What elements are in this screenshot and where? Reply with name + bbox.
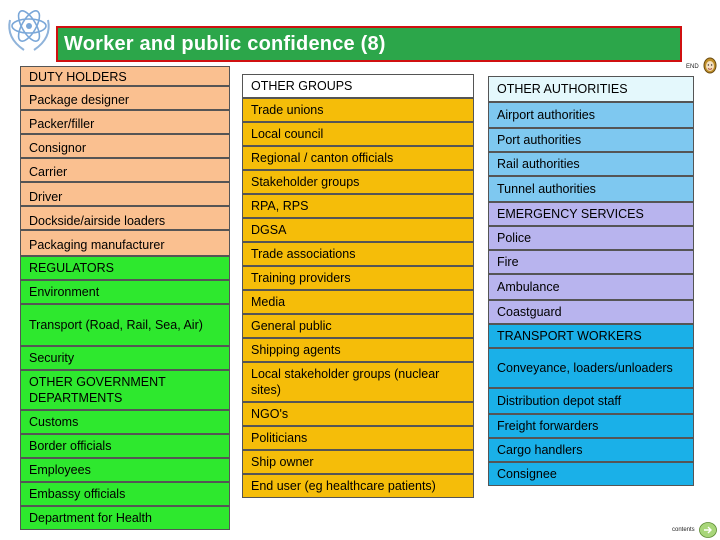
list-item (242, 450, 474, 474)
atom-wreath-logo-icon (2, 0, 56, 58)
list-item (242, 266, 474, 290)
list-item (488, 128, 694, 152)
list-item (20, 280, 230, 304)
contents-label[interactable]: contents (672, 527, 695, 533)
list-item-label: Packaging manufacturer (29, 238, 165, 252)
list-item-label: Border officials (29, 439, 112, 453)
list-item-label: EMERGENCY SERVICES (497, 207, 644, 221)
list-item-label: Local council (251, 127, 324, 141)
list-item (20, 410, 230, 434)
list-item (242, 98, 474, 122)
list-item-label: Airport authorities (497, 108, 595, 122)
list-item (242, 218, 474, 242)
list-item (20, 66, 230, 86)
list-item (488, 202, 694, 226)
list-item-label: Dockside/airside loaders (29, 214, 166, 228)
list-item (488, 414, 694, 438)
list-item (488, 102, 694, 128)
list-item (20, 182, 230, 206)
list-item-label: RPA, RPS (251, 199, 309, 213)
list-item-label: Politicians (251, 431, 308, 445)
list-item (488, 226, 694, 250)
list-item-label: Trade associations (251, 247, 356, 261)
list-item (20, 482, 230, 506)
list-item (488, 300, 694, 324)
list-item (242, 146, 474, 170)
list-item (242, 474, 474, 498)
list-item-label: Carrier (29, 165, 68, 179)
list-item (20, 110, 230, 134)
list-item (488, 324, 694, 348)
list-item (488, 250, 694, 274)
list-item-label: NGO's (251, 407, 289, 421)
list-item (488, 462, 694, 486)
list-item-label: TRANSPORT WORKERS (497, 329, 642, 343)
list-item-label: DGSA (251, 223, 287, 237)
list-item-label: OTHER GROUPS (251, 79, 353, 93)
list-item-label: Conveyance, loaders/unloaders (497, 361, 673, 375)
list-item-label: Cargo handlers (497, 443, 583, 457)
list-item-label: Consignee (497, 467, 557, 481)
list-item (242, 242, 474, 266)
list-item-label: Regional / canton officials (251, 151, 394, 165)
list-item-label: Trade unions (251, 103, 324, 117)
list-item (488, 388, 694, 414)
list-item (242, 338, 474, 362)
list-item-label: Stakeholder groups (251, 175, 360, 189)
list-item-label: Department for Health (29, 511, 152, 525)
list-item-label: Distribution depot staff (497, 394, 622, 408)
list-item (20, 304, 230, 346)
list-item (242, 122, 474, 146)
list-item-label: Driver (29, 190, 63, 204)
end-face-icon[interactable] (703, 57, 717, 74)
list-item (20, 434, 230, 458)
list-item-label: Police (497, 231, 532, 245)
list-item-label: Ambulance (497, 280, 560, 294)
list-item (242, 402, 474, 426)
list-item-label: Training providers (251, 271, 351, 285)
list-item (488, 176, 694, 202)
list-item (20, 370, 230, 410)
list-item-label: Fire (497, 255, 519, 269)
list-item (488, 438, 694, 462)
list-item (20, 458, 230, 482)
list-item (20, 206, 230, 230)
list-item-label: Security (29, 351, 75, 365)
list-item (242, 74, 474, 98)
list-item (20, 86, 230, 110)
list-item (20, 256, 230, 280)
list-item-label: Consignor (29, 141, 86, 155)
list-item-label: OTHER AUTHORITIES (497, 82, 628, 96)
list-item (20, 346, 230, 370)
list-item-label: Tunnel authorities (497, 182, 596, 196)
list-item (20, 134, 230, 158)
end-label[interactable]: END (686, 64, 699, 70)
list-item-label: Coastguard (497, 305, 562, 319)
list-item-label: Package designer (29, 93, 130, 107)
list-item-label: End user (eg healthcare patients) (251, 479, 436, 493)
list-item-label: Packer/filler (29, 117, 95, 131)
list-item-label: Local stakeholder groups (nuclear sites) (251, 367, 440, 397)
list-item (20, 230, 230, 256)
list-item (488, 76, 694, 102)
list-item-label: Customs (29, 415, 79, 429)
list-item (242, 426, 474, 450)
list-item (242, 170, 474, 194)
list-item-label: Media (251, 295, 286, 309)
list-item-label: Transport (Road, Rail, Sea, Air) (29, 318, 203, 332)
list-item-label: DUTY HOLDERS (29, 70, 127, 84)
list-item-label: OTHER GOVERNMENT DEPARTMENTS (29, 375, 166, 405)
contents-arrow-icon[interactable] (699, 522, 717, 538)
list-item (242, 314, 474, 338)
list-item-label: Environment (29, 285, 100, 299)
page-title: Worker and public confidence (8) (64, 33, 386, 55)
list-item (242, 362, 474, 402)
list-item (242, 194, 474, 218)
list-item-label: General public (251, 319, 332, 333)
list-item-label: Port authorities (497, 133, 582, 147)
title-bar (56, 26, 682, 62)
list-item (242, 290, 474, 314)
list-item-label: Rail authorities (497, 157, 580, 171)
list-item-label: REGULATORS (29, 261, 114, 275)
list-item (20, 158, 230, 182)
list-item-label: Freight forwarders (497, 419, 599, 433)
list-item-label: Embassy officials (29, 487, 126, 501)
list-item (20, 506, 230, 530)
list-item (488, 152, 694, 176)
list-item-label: Ship owner (251, 455, 314, 469)
list-item-label: Employees (29, 463, 91, 477)
list-item (488, 348, 694, 388)
list-item-label: Shipping agents (251, 343, 341, 357)
list-item (488, 274, 694, 300)
